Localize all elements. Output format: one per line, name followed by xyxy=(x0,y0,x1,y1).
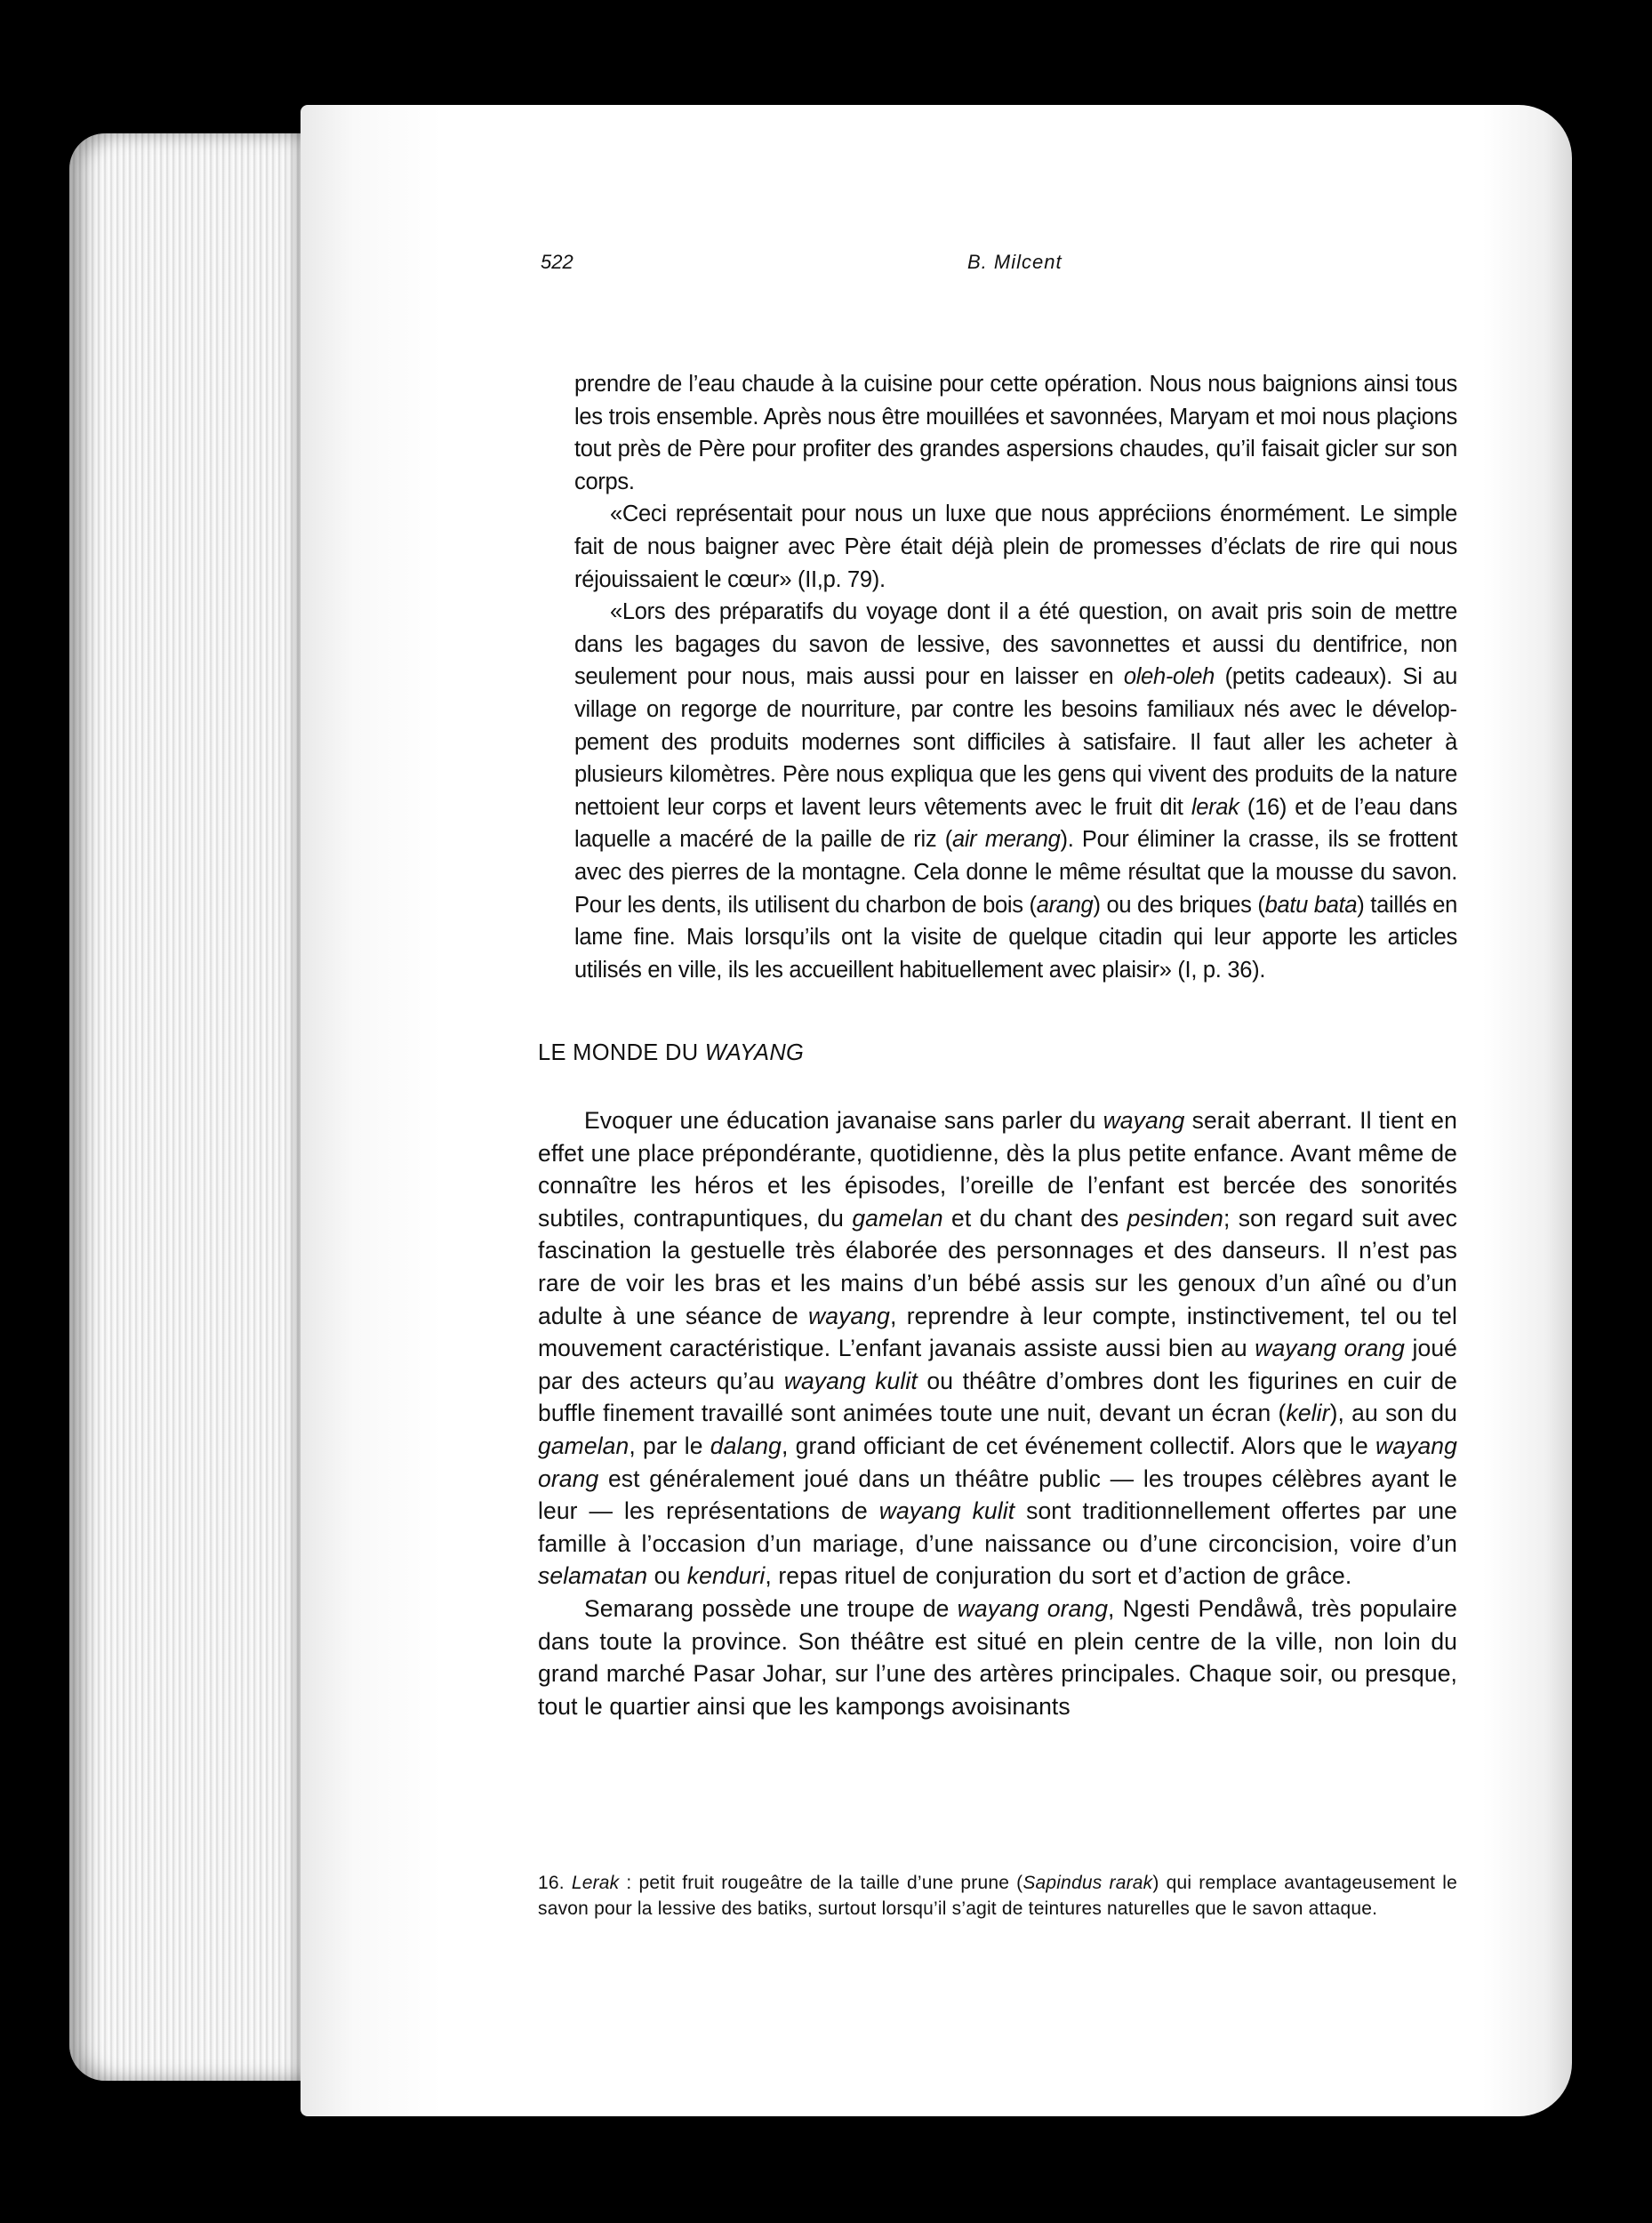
quote-text: «Ceci représentait pour nous un luxe que nous appréciions énormément. Le simple fait de nous baigner avec Père était déjà plein de promesses d’éclats de rire qui nous réjouissaient le cœur» (II,p. 79). xyxy=(574,502,1457,592)
italic-term: wayang orang xyxy=(1255,1335,1405,1362)
quote-text: (petits cadeaux). Si au village on regorge de nourriture, par contre les besoins familiaux nés avec le développement des produits modernes sont difficiles à satisfaire. Il faut aller les acheter à plusieurs kilomètres. Père nous expliqua que les gens qui vivent des produits de la nature nettoient leur corps et lavent leurs vêtements avec le fruit dit xyxy=(574,664,1457,820)
italic-term: air merang xyxy=(951,827,1061,853)
quote-paragraph xyxy=(574,498,1457,596)
body-text-run: , reprendre à leur compte, instinctivement, tel ou tel mouvement caractéristique. L’enfant javanais assiste aussi bien au xyxy=(538,1302,1457,1362)
body-text-run: ; son regard suit avec fascination la gestuelle très élaborée des personnages et des danseurs. Il n’est pas rare de voir les bras et les mains d’un bébé assis sur les genoux d’un aîné ou d’un adulte à une séance de xyxy=(538,1204,1457,1329)
italic-term: dalang xyxy=(710,1432,782,1459)
body-text-run: est généralement joué dans un théâtre public — les troupes célèbres ayant le leur — les représentations de xyxy=(538,1465,1457,1525)
body-text-run: , grand officiant de cet événement collectif. Alors que le xyxy=(781,1432,1376,1459)
body-text-run: joué par des acteurs qu’au xyxy=(538,1335,1457,1394)
page-number: 522 xyxy=(541,251,573,273)
footnote-text: : petit fruit rougeâtre de la taille d’une prune ( xyxy=(619,1873,1023,1893)
quote-text: ) taillés en lame fine. Mais lorsqu’ils ont la visite de quelque citadin qui leur apporte les articles utilisés en ville, ils les accueillent habituellement avec plaisir» (I, p. 36). xyxy=(574,892,1457,983)
footnote-paragraph xyxy=(538,1870,1457,1922)
italic-term: gamelan xyxy=(538,1432,630,1459)
body-text-run: , repas rituel de conjuration du sort et d’action de grâce. xyxy=(765,1562,1352,1590)
italic-term: wayang xyxy=(1103,1107,1185,1134)
footnote-text: ) qui remplace avantageusement le savon pour la lessive des batiks, surtout lorsqu’il s’agit de teintures naturelles que le savon attaque. xyxy=(538,1873,1457,1919)
heading-italic: WAYANG xyxy=(704,1040,805,1065)
book-page-edges xyxy=(69,133,327,2081)
body-text-run: sont traditionnellement offertes par une famille à l’occasion d’un mariage, d’une naissance ou d’une circoncision, voire d’un xyxy=(538,1497,1457,1557)
quote-text: (16) et de l’eau dans laquelle a macéré de la paille de riz ( xyxy=(574,794,1457,853)
italic-term: arang xyxy=(1036,892,1094,918)
quote-text: «Lors des préparatifs du voyage dont il a été question, on avait pris soin de mettre dans les bagages du savon de lessive, des savonnettes et aussi du dentifrice, non seulement pour nous, mais aussi pour en laisser en xyxy=(574,599,1457,690)
body-text xyxy=(538,1104,1457,1722)
italic-term: wayang kulit xyxy=(783,1367,918,1394)
italic-term: lerak xyxy=(1191,794,1239,820)
italic-term: wayang orang xyxy=(957,1594,1109,1622)
body-text-run: ou théâtre d’ombres dont les figurines en cuir de buffle finement travaillé sont animées toute une nuit, devant un écran ( xyxy=(538,1367,1457,1427)
quote-paragraph xyxy=(574,368,1457,498)
italic-term: selamatan xyxy=(538,1562,648,1590)
body-text-run: ), au son du xyxy=(1329,1400,1458,1427)
body-text-run: , par le xyxy=(629,1432,710,1459)
italic-term: kenduri xyxy=(686,1562,766,1590)
italic-term: wayang xyxy=(808,1302,890,1329)
running-head: B. Milcent xyxy=(967,251,1063,273)
body-paragraph xyxy=(538,1593,1457,1722)
italic-term: batu bata xyxy=(1264,892,1358,918)
italic-term: wayang orang xyxy=(538,1432,1457,1492)
italic-term: oleh-oleh xyxy=(1123,664,1215,690)
italic-term: Sapindus rarak xyxy=(1022,1873,1153,1893)
body-text-run: Evoquer une éducation javanaise sans parler du xyxy=(584,1107,1103,1134)
italic-term: Lerak xyxy=(571,1873,620,1893)
italic-term: pesinden xyxy=(1127,1204,1223,1232)
quote-text: ) ou des briques ( xyxy=(1093,892,1265,918)
quoted-passage xyxy=(574,368,1457,986)
quote-text: prendre de l’eau chaude à la cuisine pour cette opération. Nous nous baignions ainsi tous les trois ensemble. Après nous être mouillées et savonnées, Maryam et moi nous plaçions tout près de Père pour profiter des grandes aspersions chaudes, qu’il faisait gicler sur son corps. xyxy=(574,372,1457,494)
italic-term: kelir xyxy=(1286,1400,1330,1427)
italic-term: gamelan xyxy=(852,1204,943,1232)
italic-term: wayang kulit xyxy=(878,1497,1015,1525)
quote-paragraph xyxy=(574,596,1457,986)
body-text-run: Semarang possède une troupe de xyxy=(584,1594,958,1622)
section-heading xyxy=(538,1040,804,1066)
body-text-run: , Ngesti Pendåwå, très populaire dans toute la province. Son théâtre est situé en plein centre de la ville, non loin du grand marché Pasar Johar, sur l’une des artères principales. Chaque soir, ou presque, tout le quartier ainsi que les kampongs avoisinants xyxy=(538,1594,1457,1720)
footnote-number: 16. xyxy=(538,1873,572,1893)
heading-text: LE MONDE DU xyxy=(538,1040,705,1065)
body-paragraph xyxy=(538,1104,1457,1593)
quote-text: ). Pour éliminer la crasse, ils se frottent avec des pierres de la montagne. Cela donne le même résultat que la mousse du savon. Pour les dents, ils utilisent du charbon de bois ( xyxy=(574,827,1457,918)
footnote xyxy=(538,1870,1457,1922)
body-text-run: et du chant des xyxy=(942,1204,1127,1232)
body-text-run: ou xyxy=(647,1562,687,1590)
body-text-run: serait aberrant. Il tient en effet une place prépondérante, quotidienne, dès la plus petite enfance. Avant même de connaître les héros et les épisodes, l’oreille de l’enfant est bercée des sonorités subtiles, contrapuntiques, du xyxy=(538,1107,1457,1232)
